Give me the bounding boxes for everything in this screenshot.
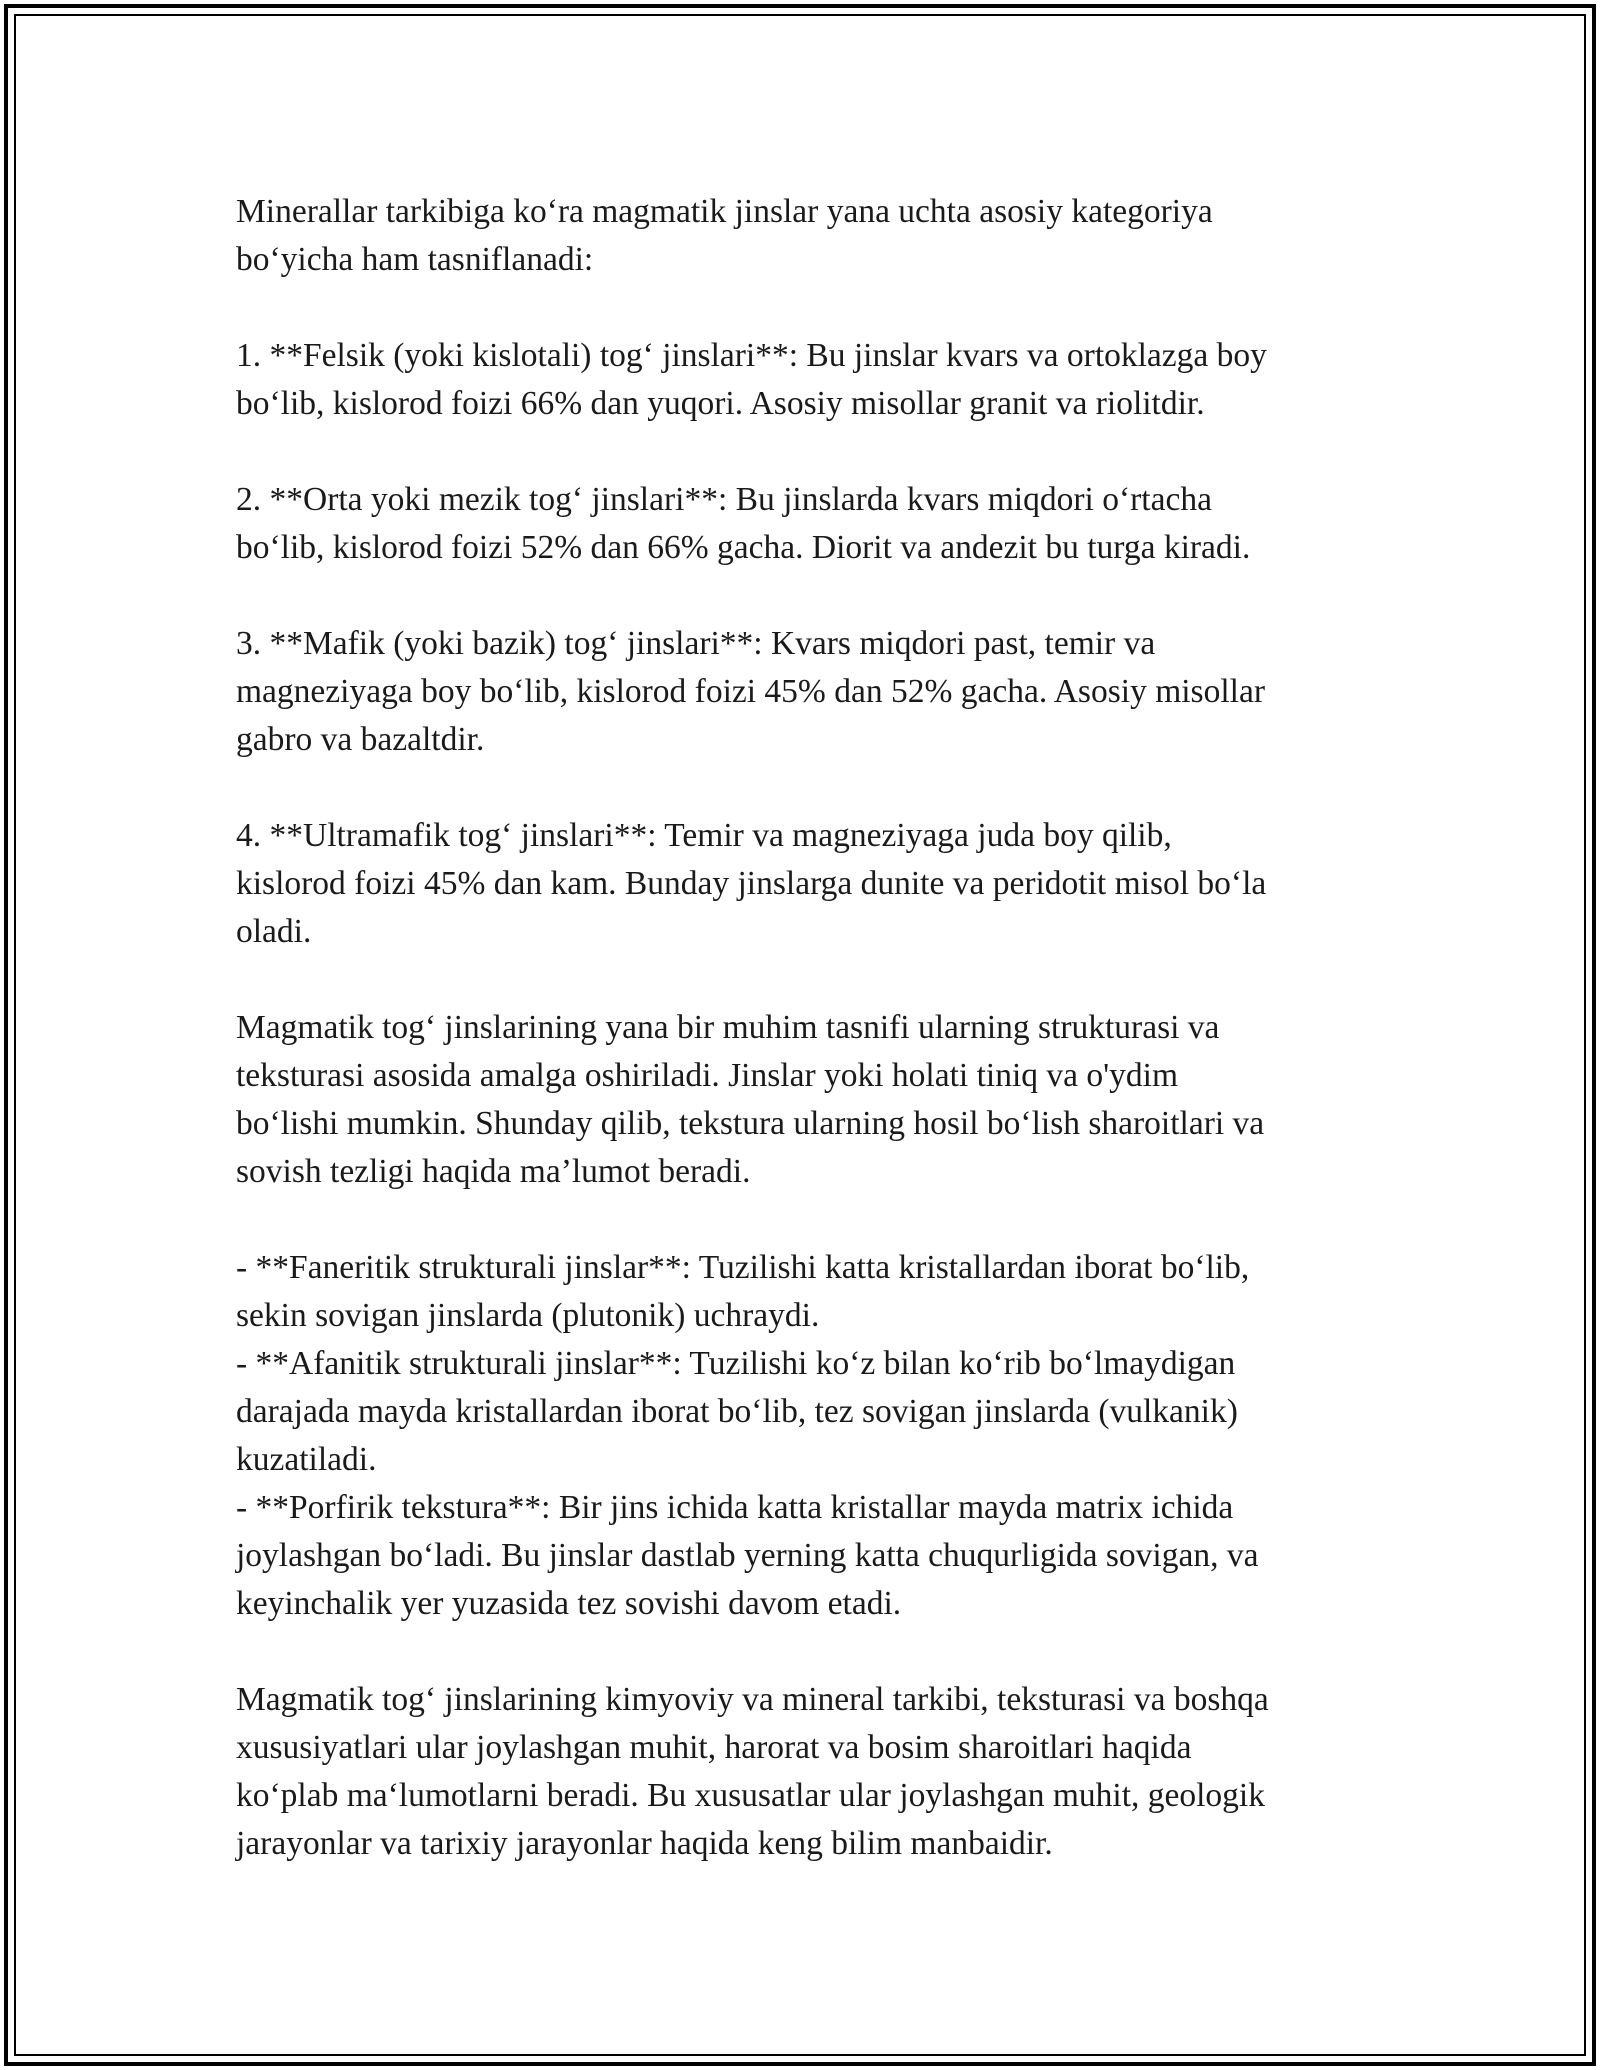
text-line: - **Afanitik strukturali jinslar**: Tuzilishi ko‘z bilan ko‘rib bo‘lmaydigan [236,1345,1236,1382]
text-line: kislorod foizi 45% dan kam. Bunday jinslarga dunite va peridotit misol bo‘la [236,865,1267,902]
text-line: jarayonlar va tarixiy jarayonlar haqida keng bilim manbaidir. [236,1825,1053,1862]
text-line: kuzatiladi. [236,1441,377,1478]
text-line: ko‘plab ma‘lumotlarni beradi. Bu xususatlar ular joylashgan muhit, geologik [236,1777,1265,1814]
text-line: 2. **Orta yoki mezik tog‘ jinslari**: Bu jinslarda kvars miqdori o‘rtacha [236,481,1212,518]
text-line: Magmatik tog‘ jinslarining yana bir muhim tasnifi ularning strukturasi va [236,1009,1220,1046]
list-item-mafic [236,620,1376,764]
list-item-ultramafic [236,812,1376,956]
document-body [236,188,1376,1868]
list-item-felsic [236,332,1376,428]
paragraph-conclusion [236,1676,1376,1868]
text-line: oladi. [236,913,312,950]
text-line: teksturasi asosida amalga oshiriladi. Jinslar yoki holati tiniq va o'ydim [236,1057,1179,1094]
text-line: bo‘lib, kislorod foizi 66% dan yuqori. Asosiy misollar granit va riolitdir. [236,385,1205,422]
text-line: keyinchalik yer yuzasida tez sovishi davom etadi. [236,1585,902,1622]
text-line: joylashgan bo‘ladi. Bu jinslar dastlab yerning katta chuqurligida sovigan, va [236,1537,1259,1574]
text-line: 4. **Ultramafik tog‘ jinslari**: Temir va magneziyaga juda boy qilib, [236,817,1172,854]
text-line: gabro va bazaltdir. [236,721,485,758]
text-line: magneziyaga boy bo‘lib, kislorod foizi 45% dan 52% gacha. Asosiy misollar [236,673,1265,710]
text-line: sovish tezligi haqida ma’lumot beradi. [236,1153,751,1190]
paragraph-intro [236,188,1376,284]
text-line: 1. **Felsik (yoki kislotali) tog‘ jinslari**: Bu jinslar kvars va ortoklazga boy [236,337,1267,374]
text-line: xususiyatlari ular joylashgan muhit, harorat va bosim sharoitlari haqida [236,1729,1192,1766]
text-line: Magmatik tog‘ jinslarining kimyoviy va mineral tarkibi, teksturasi va boshqa [236,1681,1269,1718]
texture-bullet-list [236,1244,1376,1628]
text-line: bo‘lishi mumkin. Shunday qilib, tekstura ularning hosil bo‘lish sharoitlari va [236,1105,1265,1142]
paragraph-texture-classification [236,1004,1376,1196]
text-line: bo‘lib, kislorod foizi 52% dan 66% gacha. Diorit va andezit bu turga kiradi. [236,529,1251,566]
text-line: sekin sovigan jinslarda (plutonik) uchraydi. [236,1297,820,1334]
text-line: darajada mayda kristallardan iborat bo‘lib, tez sovigan jinslarda (vulkanik) [236,1393,1238,1430]
text-line: 3. **Mafik (yoki bazik) tog‘ jinslari**: Kvars miqdori past, temir va [236,625,1156,662]
text-line: - **Faneritik strukturali jinslar**: Tuzilishi katta kristallardan iborat bo‘lib, [236,1249,1250,1286]
list-item-intermediate [236,476,1376,572]
text-line: - **Porfirik tekstura**: Bir jins ichida katta kristallar mayda matrix ichida [236,1489,1234,1526]
text-line: bo‘yicha ham tasniflanadi: [236,241,594,278]
text-line: Minerallar tarkibiga ko‘ra magmatik jinslar yana uchta asosiy kategoriya [236,193,1213,230]
